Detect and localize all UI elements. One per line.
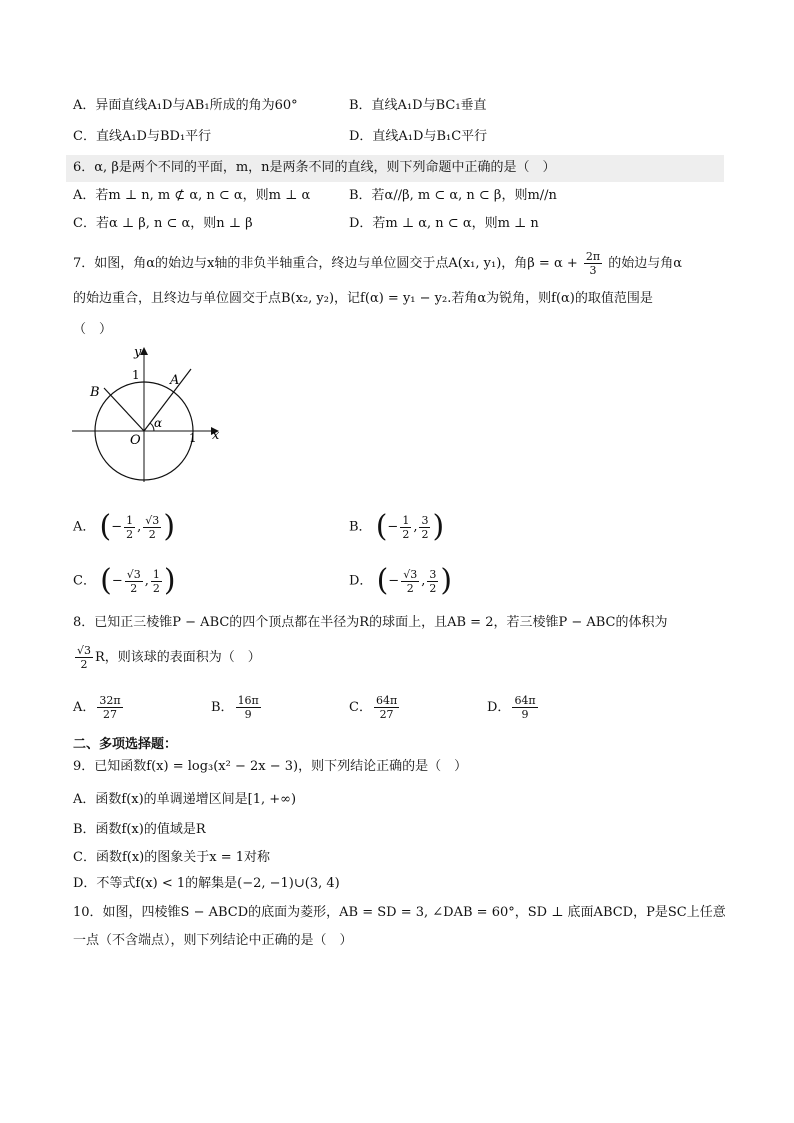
q7-option-b: B． (− $\frac{1}{2}$ , $\frac{3}{2}$ ) — [349, 509, 445, 544]
q7-a-d2: 2 — [148, 527, 156, 541]
q7-a-label: A． — [73, 519, 96, 535]
q7-d-n2: 3 — [429, 567, 437, 581]
q7-b-d2: 2 — [421, 527, 429, 541]
q9-option-a: A．函数f(x)的单调递增区间是[1, +∞) — [73, 792, 297, 807]
q10-line2: 一点（不含端点），则下列结论中正确的是（ ） — [73, 933, 353, 948]
q7-b-d1: 2 — [402, 527, 410, 541]
q9-stem: 9．已知函数f(x) = log₃(x² − 2x − 3)，则下列结论正确的是（ ） — [73, 759, 468, 774]
q7-c-frac1 — [125, 568, 143, 595]
q7-c-n1: √3 — [126, 567, 141, 581]
q7-option-c: C． (− $\frac{√3}{2}$ , $\frac{1}{2}$ ) — [73, 563, 176, 598]
label-alpha: α — [154, 416, 163, 430]
q7-a-frac1 — [124, 514, 135, 541]
label-1-right: 1 — [189, 431, 197, 445]
q8-frac-den: 2 — [80, 658, 88, 671]
q7-d-frac2 — [427, 568, 438, 595]
q7-c-sign: − — [111, 573, 123, 589]
q8-a-frac — [97, 694, 122, 721]
q8-d-frac — [512, 694, 537, 721]
q7-line1-text-b: 的始边与角α — [608, 256, 683, 271]
q7-frac-num: 2π — [585, 250, 601, 263]
q5-option-c: C．直线A₁D与BD₁平行 — [73, 129, 212, 144]
q8-b-den: 9 — [244, 708, 252, 721]
q8-line2-rest: R，则该球的表面积为（ ） — [95, 650, 261, 665]
q8-option-c — [349, 693, 401, 723]
q8-a-label: A． — [73, 700, 96, 715]
q6-stem: 6．α, β是两个不同的平面，m，n是两条不同的直线，则下列命题中正确的是（ ） — [73, 160, 556, 175]
label-x: x — [212, 428, 220, 443]
q7-a-lparen: ( — [99, 509, 112, 544]
q10-line1: 10．如图，四棱锥S − ABCD的底面为菱形，AB = SD = 3, ∠DAB = 60°，SD ⊥ 底面ABCD，P是SC上任意 — [73, 905, 726, 920]
q7-a-n1: 1 — [126, 513, 134, 527]
q7-line1 — [73, 250, 682, 277]
q8-d-label: D． — [487, 700, 511, 715]
ray-ob — [104, 388, 144, 431]
q7-a-sign: − — [111, 519, 123, 535]
q6-option-b: B．若α//β, m ⊂ α, n ⊂ β，则m//n — [349, 188, 557, 203]
q7-d-rparen: ) — [440, 563, 453, 598]
label-y: y — [134, 345, 142, 360]
q8-frac-num: √3 — [77, 644, 92, 657]
q7-c-label: C． — [73, 573, 96, 589]
q7-option-a: A． (− $\frac{1}{2}$ , $\frac{√3}{2}$ ) — [73, 509, 176, 544]
q7-c-d1: 2 — [130, 581, 138, 595]
q7-d-label: D． — [349, 573, 373, 589]
q7-b-frac1 — [400, 514, 411, 541]
q7-b-n1: 1 — [402, 513, 410, 527]
q7-c-n2: 1 — [152, 567, 160, 581]
q7-d-frac1 — [401, 568, 419, 595]
q8-c-frac — [374, 694, 399, 721]
q9-option-c: C．函数f(x)的图象关于x = 1对称 — [73, 850, 270, 865]
q7-b-label: B． — [349, 519, 372, 535]
q7-c-rparen: ) — [163, 563, 176, 598]
q6-option-d: D．若m ⊥ α, n ⊂ α，则m ⊥ n — [349, 216, 539, 231]
q8-line1: 8．已知正三棱锥P − ABC的四个顶点都在半径为R的球面上，且AB = 2，若三棱锥P − ABC的体积为 — [73, 615, 668, 630]
q7-line3: （ ） — [73, 322, 113, 337]
q7-d-d2: 2 — [429, 581, 437, 595]
q8-option-b — [211, 693, 263, 723]
q7-c-lparen: ( — [100, 563, 112, 598]
q7-b-sign: − — [387, 519, 399, 535]
q7-option-d: D． (− $\frac{√3}{2}$ , $\frac{3}{2}$ ) — [349, 563, 453, 598]
q5-option-a: A．异面直线A₁D与AB₁所成的角为60° — [73, 98, 298, 113]
q7-beta-fraction — [584, 250, 602, 277]
q8-c-num: 64π — [375, 694, 398, 707]
q7-d-d1: 2 — [406, 581, 414, 595]
q7-a-frac2 — [143, 514, 161, 541]
label-1-top: 1 — [132, 368, 140, 382]
q7-line2: 的始边重合，且终边与单位圆交于点B(x₂, y₂)，记f(α) = y₁ − y₂.若角α为锐角，则f(α)的取值范围是 — [73, 291, 653, 306]
q7-b-lparen: ( — [375, 509, 388, 544]
ray-oa — [144, 369, 191, 431]
q8-option-d — [487, 693, 540, 723]
q9-option-b: B．函数f(x)的值域是R — [73, 822, 206, 837]
q9-option-d: D．不等式f(x) < 1的解集是(−2, −1)∪(3, 4) — [73, 876, 340, 891]
q7-b-n2: 3 — [421, 513, 429, 527]
q7-b-rparen: ) — [432, 509, 445, 544]
q6-option-c: C．若α ⊥ β, n ⊂ α，则n ⊥ β — [73, 216, 253, 231]
q8-a-num: 32π — [99, 694, 121, 707]
q8-b-num: 16π — [237, 694, 259, 707]
q7-c-frac2 — [151, 568, 162, 595]
q7-a-rparen: ) — [163, 509, 176, 544]
q8-c-den: 27 — [379, 708, 394, 721]
q7-d-sign: − — [388, 573, 400, 589]
q8-b-frac — [236, 694, 261, 721]
q5-option-b: B．直线A₁D与BC₁垂直 — [349, 98, 487, 113]
q7-a-n2: √3 — [145, 513, 160, 527]
q7-b-frac2 — [419, 514, 430, 541]
label-a: A — [170, 373, 180, 388]
section-heading-multiple-choice: 二、多项选择题： — [73, 737, 178, 752]
unit-circle-figure — [66, 342, 236, 492]
q7-a-d1: 2 — [126, 527, 134, 541]
q8-a-den: 27 — [103, 708, 117, 721]
q7-d-n1: √3 — [403, 567, 418, 581]
label-b: B — [90, 385, 100, 400]
q6-option-a: A．若m ⊥ n, m ⊄ α, n ⊂ α，则m ⊥ α — [73, 188, 311, 203]
label-o: O — [130, 433, 141, 448]
q8-b-label: B． — [211, 700, 234, 715]
q7-frac-den: 3 — [589, 264, 597, 277]
q8-d-num: 64π — [514, 694, 536, 707]
q8-line2 — [73, 643, 261, 673]
q8-option-a — [73, 693, 125, 723]
q8-frac — [75, 644, 93, 671]
q8-c-label: C． — [349, 700, 372, 715]
q7-d-lparen: ( — [376, 563, 389, 598]
q8-d-den: 9 — [521, 708, 529, 721]
q5-option-d: D．直线A₁D与B₁C平行 — [349, 129, 488, 144]
q7-c-d2: 2 — [152, 581, 160, 595]
q7-line1-text-a: 7．如图，角α的始边与x轴的非负半轴重合，终边与单位圆交于点A(x₁, y₁)，角β = α + — [73, 256, 578, 271]
